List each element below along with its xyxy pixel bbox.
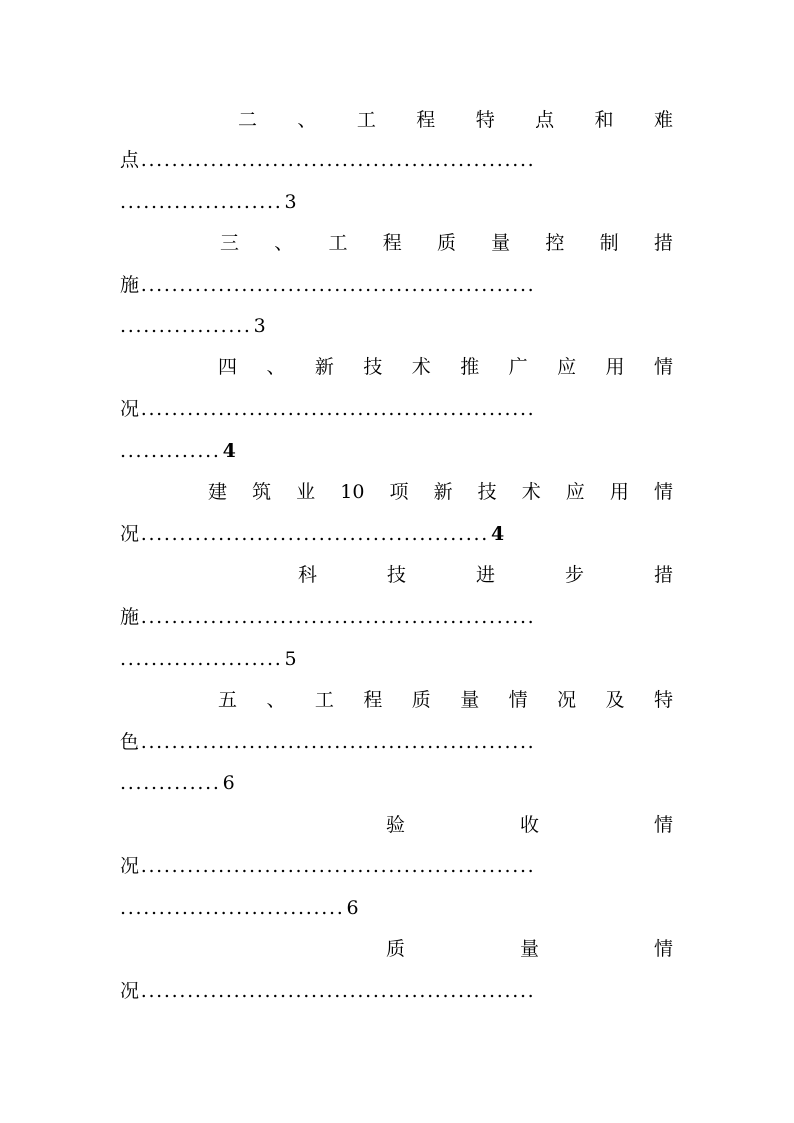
- toc-heading-char: 难: [653, 109, 673, 131]
- toc-heading-char: 程: [382, 232, 402, 254]
- toc-leader-line: [120, 851, 681, 881]
- toc-heading-char: 四: [218, 356, 238, 378]
- page-number: 3: [284, 191, 297, 213]
- toc-heading-char: 步: [564, 564, 584, 586]
- toc-heading-line: [386, 810, 673, 840]
- toc-heading-char: 五: [218, 689, 238, 711]
- toc-lead-char: 况: [120, 980, 141, 1002]
- page-number: 4: [222, 440, 236, 462]
- toc-heading-line: [208, 477, 673, 507]
- toc-heading-char: 验: [386, 814, 406, 836]
- toc-heading-char: 特: [475, 109, 495, 131]
- toc-heading-char: 及: [605, 689, 625, 711]
- toc-lead-char: 施: [120, 274, 141, 296]
- toc-lead-char: 况: [120, 523, 141, 545]
- toc-heading-char: 三: [220, 232, 240, 254]
- toc-continuation-line: [120, 644, 297, 674]
- toc-heading: [238, 105, 673, 135]
- toc-lead-char: 况: [120, 398, 141, 420]
- toc-heading-char: 量: [460, 689, 480, 711]
- toc-heading: [386, 934, 673, 964]
- toc-heading-char: 应: [565, 481, 585, 503]
- toc-heading-char: 用: [605, 356, 625, 378]
- toc-heading-char: 控: [545, 232, 565, 254]
- toc-continuation-line: [120, 436, 236, 466]
- toc-heading: [220, 228, 673, 258]
- toc-leader-line: [120, 976, 681, 1006]
- toc-heading-char: 程: [416, 109, 436, 131]
- page-number: 6: [222, 772, 235, 794]
- toc-heading-char: 、: [266, 356, 286, 378]
- toc-heading: [218, 685, 673, 715]
- toc-heading-char: 、: [274, 232, 294, 254]
- toc-leader-line: [120, 519, 720, 549]
- toc-heading-char: 推: [460, 356, 480, 378]
- toc-continuation-line: [120, 311, 266, 341]
- toc-heading-line: [386, 934, 673, 964]
- toc-heading-char: 情: [653, 938, 673, 960]
- toc-heading-char: 术: [411, 356, 431, 378]
- toc-continuation-line: [120, 187, 297, 217]
- toc-lead-char: 况: [120, 855, 141, 877]
- toc-heading-char: 广: [508, 356, 528, 378]
- toc-heading-char: 工: [328, 232, 348, 254]
- toc-continuation-line: [120, 893, 359, 923]
- toc-heading-char: 特: [653, 689, 673, 711]
- toc-heading-char: 应: [557, 356, 577, 378]
- toc-heading-char: 量: [519, 938, 539, 960]
- toc-heading-char: 技: [477, 481, 497, 503]
- page-number: 4: [490, 523, 505, 545]
- toc-lead-char: 施: [120, 606, 141, 628]
- toc-heading-char: 况: [557, 689, 577, 711]
- toc-heading-char: 技: [386, 564, 406, 586]
- toc-heading-char: 情: [653, 356, 673, 378]
- toc-heading-char: 项: [389, 481, 409, 503]
- toc-continuation-line: [120, 768, 235, 798]
- page-number: 6: [346, 897, 359, 919]
- toc-heading-char: 质: [411, 689, 431, 711]
- toc-heading: [218, 352, 673, 382]
- toc-heading-line: [298, 560, 673, 590]
- leader-dots: ...................................................: [140, 274, 536, 296]
- toc-heading-char: 量: [491, 232, 511, 254]
- toc-heading-char: 工: [314, 689, 334, 711]
- leader-dots: ...................................................: [140, 149, 536, 171]
- toc-lead-char: 点: [120, 149, 141, 171]
- toc-leader-line: [120, 270, 681, 300]
- toc-heading-char: 科: [298, 564, 318, 586]
- toc-heading-char: 建: [208, 481, 228, 503]
- toc-heading-char: 用: [609, 481, 629, 503]
- leader-dots: .................: [120, 315, 252, 337]
- toc-heading-char: 措: [653, 564, 673, 586]
- toc-heading-line: [218, 352, 673, 382]
- page-number: 5: [284, 648, 297, 670]
- toc-heading-char: 技: [363, 356, 383, 378]
- toc-heading-char: 收: [519, 814, 539, 836]
- toc-heading-char: 新: [433, 481, 453, 503]
- toc-heading-char: 程: [363, 689, 383, 711]
- toc-heading: [208, 477, 673, 507]
- toc-leader-line: [120, 727, 681, 757]
- leader-dots: .....................: [120, 191, 283, 213]
- toc-heading-line: [218, 685, 673, 715]
- toc-heading-char: 10: [340, 481, 365, 503]
- toc-heading-line: [238, 105, 673, 135]
- leader-dots: ...................................................: [140, 398, 536, 420]
- toc-heading-char: 情: [653, 814, 673, 836]
- toc-heading-char: 质: [436, 232, 456, 254]
- toc-heading-char: 二: [238, 109, 258, 131]
- toc-heading-char: 情: [653, 481, 673, 503]
- toc-heading-char: 措: [653, 232, 673, 254]
- toc-heading-char: 质: [386, 938, 406, 960]
- toc-heading-line: [220, 228, 673, 258]
- toc-heading-char: 、: [297, 109, 317, 131]
- toc-heading-char: 工: [356, 109, 376, 131]
- toc-heading-char: 、: [266, 689, 286, 711]
- toc-heading-char: 进: [475, 564, 495, 586]
- toc-leader-line: [120, 394, 681, 424]
- toc-heading-char: 点: [535, 109, 555, 131]
- toc-leader-line: [120, 145, 681, 175]
- leader-dots: .....................: [120, 648, 283, 670]
- toc-heading: [386, 810, 673, 840]
- toc-heading: [298, 560, 673, 590]
- toc-heading-char: 新: [314, 356, 334, 378]
- toc-heading-char: 术: [521, 481, 541, 503]
- leader-dots: .............: [120, 440, 221, 462]
- toc-lead-char: 色: [120, 731, 141, 753]
- toc-heading-char: 和: [594, 109, 614, 131]
- leader-dots: ...................................................: [140, 731, 536, 753]
- toc-heading-char: 情: [508, 689, 528, 711]
- leader-dots: ...................................................: [140, 606, 536, 628]
- leader-dots: ...................................................: [140, 855, 536, 877]
- leader-dots: .............: [120, 772, 221, 794]
- leader-dots: .............................................: [140, 523, 489, 545]
- leader-dots: .............................: [120, 897, 345, 919]
- toc-leader-line: [120, 602, 681, 632]
- leader-dots: ...................................................: [140, 980, 536, 1002]
- toc-heading-char: 筑: [252, 481, 272, 503]
- toc-heading-char: 业: [296, 481, 316, 503]
- page-number: 3: [253, 315, 266, 337]
- toc-heading-char: 制: [599, 232, 619, 254]
